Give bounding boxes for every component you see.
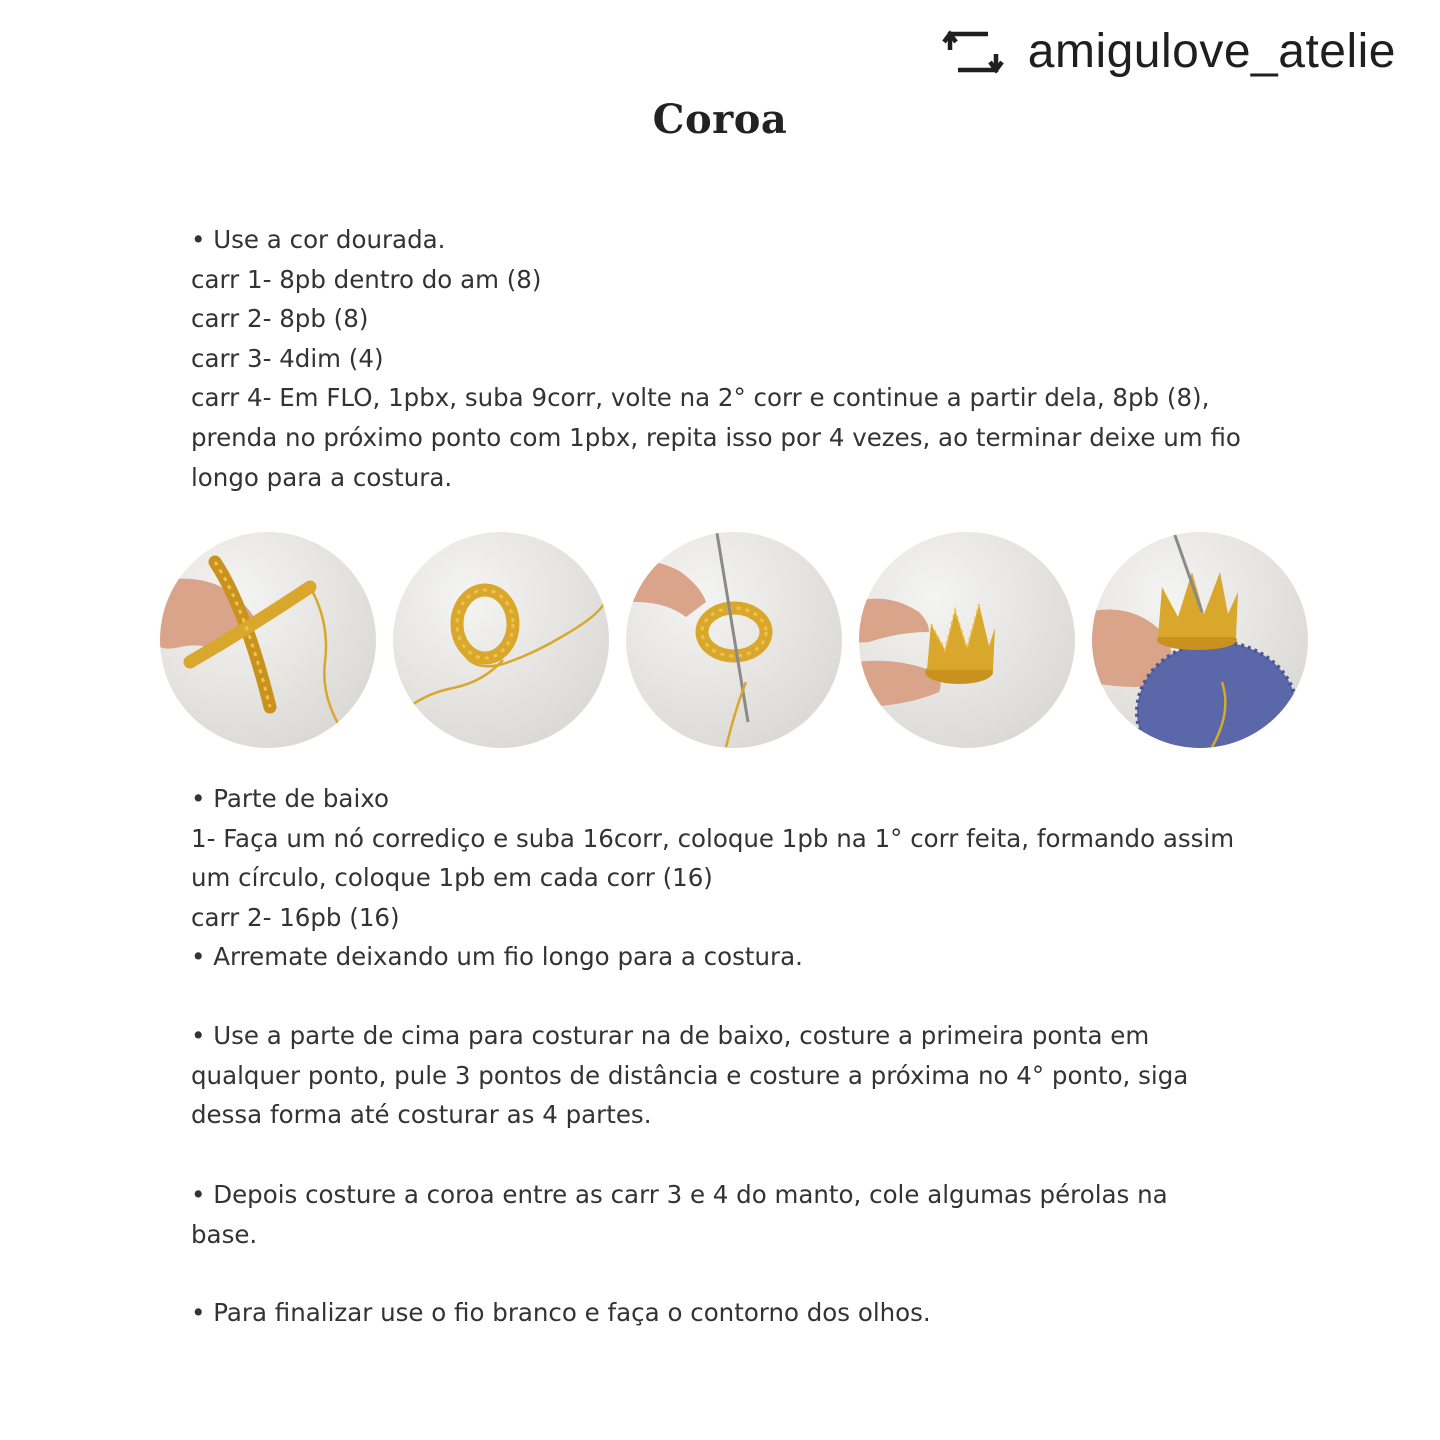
instruction-line: carr 3- 4dim (4): [191, 343, 384, 373]
crown-on-doll-icon: [1092, 532, 1308, 748]
instructions-top: [191, 220, 1251, 497]
instruction-line: • Para finalizar use o fio branco e faça o contorno dos olhos.: [191, 1298, 931, 1327]
page-title: Coroa: [652, 96, 788, 143]
instruction-line: • Use a cor dourada.: [191, 225, 446, 254]
instruction-line: um círculo, coloque 1pb em cada corr (16): [191, 863, 713, 893]
instructions-bottom: [191, 779, 1251, 977]
instruction-line: • Depois costure a coroa entre as carr 3 e 4 do manto, cole algumas pérolas na: [191, 1180, 1168, 1209]
step-photo-5: [1092, 532, 1308, 748]
instruction-line: • Parte de baixo: [191, 784, 389, 813]
instruction-line: prenda no próximo ponto com 1pbx, repita isso por 4 vezes, ao terminar deixe um fio: [191, 422, 1241, 452]
repost-username[interactable]: amigulove_atelie: [1027, 25, 1396, 78]
instructions-eyes: [191, 1293, 1251, 1333]
instruction-line: carr 1- 8pb dentro do am (8): [191, 264, 542, 294]
instruction-line: dessa forma até costurar as 4 partes.: [191, 1100, 652, 1130]
crown-icon: [859, 532, 1075, 748]
instruction-line: • Use a parte de cima para costurar na de baixo, costure a primeira ponta em: [191, 1021, 1150, 1050]
instruction-line: • Arremate deixando um fio longo para a costura.: [191, 942, 803, 972]
instruction-line: carr 4- Em FLO, 1pbx, suba 9corr, volte na 2° corr e continue a partir dela, 8pb (8),: [191, 383, 1210, 413]
step-photos: [160, 532, 1310, 750]
step-photo-3: [626, 532, 842, 748]
instructions-final: [191, 1175, 1251, 1254]
instruction-line: longo para a costura.: [191, 462, 453, 492]
crochet-strip-icon: [160, 532, 376, 748]
step-photo-2: [393, 532, 609, 748]
instruction-line: qualquer ponto, pule 3 pontos de distância e costure a próxima no 4° ponto, siga: [191, 1060, 1189, 1090]
step-photo-4: [859, 532, 1075, 748]
instruction-line: 1- Faça um nó corrediço e suba 16corr, coloque 1pb na 1° corr feita, formando assim: [191, 823, 1235, 853]
needle-ring-icon: [626, 532, 842, 748]
repost-icon: [942, 28, 1004, 76]
instruction-line: carr 2- 16pb (16): [191, 902, 400, 932]
instruction-line: carr 2- 8pb (8): [191, 304, 369, 334]
instruction-line: base.: [191, 1219, 258, 1249]
crochet-ring-icon: [393, 532, 609, 748]
step-photo-1: [160, 532, 376, 748]
instructions-sew: [191, 1016, 1251, 1135]
repost-header: [942, 25, 1396, 78]
